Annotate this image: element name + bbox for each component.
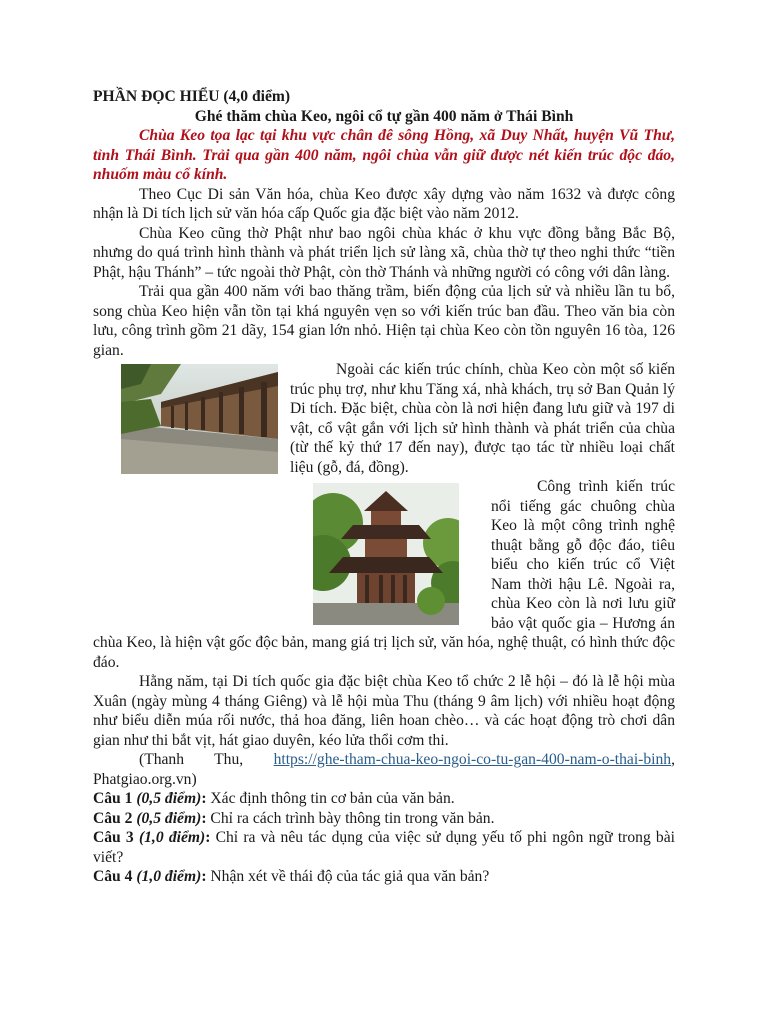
- paragraph-4: Ngoài các kiến trúc chính, chùa Keo còn một số kiến trúc phụ trợ, như khu Tăng xá, nhà khách, trụ sở Ban Quản lý Di tích. Đặc biệt, chùa còn là nơi hiện đang lưu giữ và 197 di vật, cổ vật gắn với lịch sử hình thành và phát triển của chùa (từ thế kỷ thứ 17 đến nay), được tạo tác từ nhiều loại chất liệu (gỗ, đá, đồng).: [290, 361, 675, 476]
- article-title: Ghé thăm chùa Keo, ngôi cổ tự gần 400 năm ở Thái Bình: [194, 107, 574, 125]
- paragraph-5: Công trình kiến trúc nổi tiếng gác chuông chùa Keo là một công trình nghệ thuật bằng gỗ độc đáo, tiêu biểu cho kiến trúc cổ Việt Nam thời hậu Lê. Ngoài ra, chùa Keo còn là nơi lưu giữ bảo vật quốc gia – Hương án chùa Keo, là hiện vật gốc độc bản, mang giá trị lịch sử, văn hóa, nghệ thuật, có hình thức độc đáo.: [93, 478, 676, 671]
- paragraph-2: Chùa Keo cũng thờ Phật như bao ngôi chùa khác ở khu vực đồng bằng Bắc Bộ, nhưng do quá trình hình thành và phát triển lịch sử làng xã, chùa thờ tự theo nghi thức “tiền Phật, hậu Thánh” – tức ngoài thờ Phật, còn thờ Thánh và những người có công với dân làng.: [93, 224, 675, 281]
- question-2: Câu 2 (0,5 điểm): Chỉ ra cách trình bày thông tin trong văn bản.: [93, 809, 495, 827]
- source-citation: [93, 750, 675, 789]
- bell-tower-photo: [313, 483, 459, 625]
- paragraph-1: Theo Cục Di sản Văn hóa, chùa Keo được xây dựng vào năm 1632 và được công nhận là Di tích lịch sử văn hóa cấp Quốc gia đặc biệt vào năm 2012.: [93, 185, 675, 222]
- section-heading: PHẦN ĐỌC HIỂU (4,0 điểm): [93, 88, 291, 105]
- source-suffix: , Phatgiao.org.vn): [93, 751, 675, 788]
- source-prefix: (Thanh Thu,: [139, 751, 274, 768]
- question-3: Câu 3 (1,0 điểm): Chỉ ra và nêu tác dụng của việc sử dụng yếu tố phi ngôn ngữ trong bài viết?: [93, 829, 675, 866]
- paragraph-3: Trải qua gần 400 năm với bao thăng trầm, biến động của lịch sử và nhiều lần tu bổ, song chùa Keo hiện vẫn tồn tại khá nguyên vẹn so với kiến trúc ban đầu. Theo văn bia còn lưu, công trình gồm 21 dãy, 154 gian lớn nhỏ. Hiện tại chùa Keo còn tồn nguyên 16 tòa, 126 gian.: [93, 283, 675, 359]
- lead-paragraph: Chùa Keo tọa lạc tại khu vực chân đê sông Hồng, xã Duy Nhất, huyện Vũ Thư, tỉnh Thái Bình. Trải qua gần 400 năm, ngôi chùa vẫn giữ được nét kiến trúc độc đáo, nhuốm màu cổ kính.: [93, 127, 675, 183]
- question-1: Câu 1 (0,5 điểm): Xác định thông tin cơ bản của văn bản.: [93, 790, 455, 807]
- source-link[interactable]: https://ghe-tham-chua-keo-ngoi-co-tu-gan-400-nam-o-thai-binh: [273, 751, 672, 768]
- temple-corridor-photo: [121, 364, 278, 474]
- paragraph-6: Hằng năm, tại Di tích quốc gia đặc biệt chùa Keo tổ chức 2 lễ hội – đó là lễ hội mùa Xuân (ngày mùng 4 tháng Giêng) và lễ hội mùa Thu (tháng 9 âm lịch) với nhiều hoạt động như biểu diễn múa rối nước, thả hoa đăng, liên hoan chèo… và các hoạt động trò chơi dân gian như thi bắt vịt, hát giao duyên, kéo lửa thổi cơm thi.: [93, 673, 675, 749]
- reading-section: [93, 87, 675, 887]
- question-4: Câu 4 (1,0 điểm): Nhận xét về thái độ của tác giả qua văn bản?: [93, 868, 490, 885]
